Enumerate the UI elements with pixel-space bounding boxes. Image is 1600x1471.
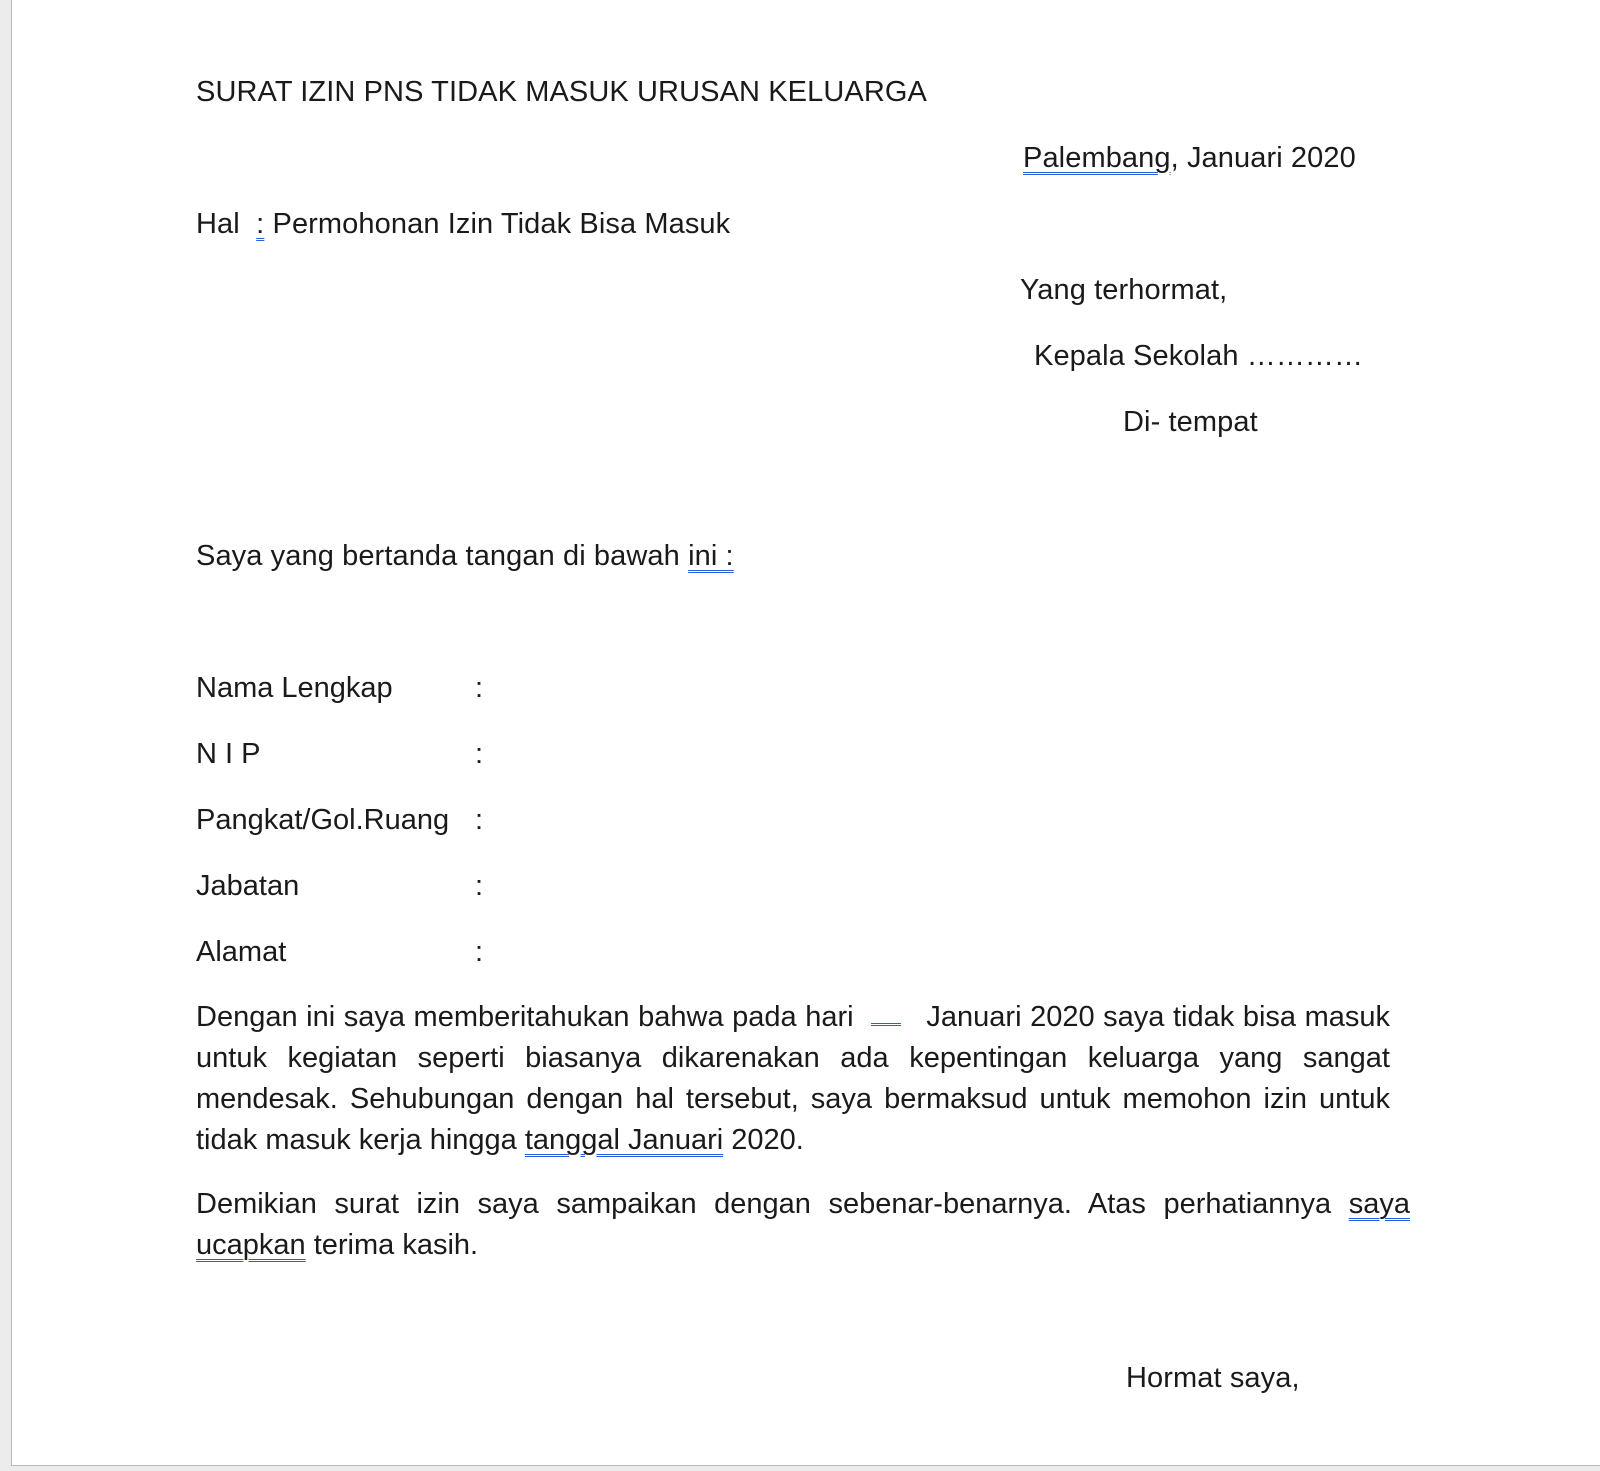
day-blank[interactable] [871,999,901,1026]
subject-line [196,207,730,241]
letter-title: SURAT IZIN PNS TIDAK MASUK URUSAN KELUARGA [196,76,927,108]
field-label-pangkat: Pangkat/Gol.Ruang [196,804,450,836]
date-text: Januari 2020 [1186,142,1356,174]
subject-text: Permohonan Izin Tidak Bisa Masuk [272,208,731,240]
body-p1-end: 2020. [731,1124,804,1156]
intro-tail[interactable]: ini : [688,540,734,572]
body-paragraph-1 [196,997,1390,1161]
body-p2-end: terima kasih. [313,1229,479,1261]
body-p1-middle: Januari 2020 saya tidak bisa masuk untuk kegiatan seperti biasanya dikarenakan ada kepentingan keluarga yang sangat mendesak. Sehubungan dengan hal tersebut, saya bermaksud untuk memohon izin untuk tidak masuk kerja hingga [196,1001,1391,1156]
intro-line [196,539,734,573]
document-page[interactable] [11,0,1600,1466]
closing-text: Hormat saya, [1126,1362,1300,1394]
intro-text: Saya yang bertanda tangan di bawah [196,540,680,572]
field-label-alamat: Alamat [196,936,287,968]
field-colon-nama[interactable]: : [475,672,484,704]
field-colon-nip[interactable]: : [475,738,484,770]
field-label-nama: Nama Lengkap [196,672,393,704]
field-label-jabatan: Jabatan [196,870,300,902]
recipient-greeting: Yang terhormat, [1020,274,1228,306]
subject-label: Hal [196,208,240,240]
subject-separator[interactable]: : [256,208,265,240]
recipient-place: Di- tempat [1123,406,1258,438]
field-label-nip: N I P [196,738,261,770]
field-colon-alamat[interactable]: : [475,936,484,968]
recipient-name: Kepala Sekolah ………… [1034,340,1364,372]
body-p2-phrase[interactable]: saya ucapkan [196,1188,1410,1261]
place-name[interactable]: Palembang [1023,142,1171,174]
body-p1-date-phrase[interactable]: tanggal Januari [524,1124,724,1156]
body-p1-start: Dengan ini saya memberitahukan bahwa pada hari [196,1001,854,1033]
letter-date: Palembang, Januari 2020 [1023,142,1356,174]
field-colon-jabatan[interactable]: : [475,870,484,902]
field-colon-pangkat[interactable]: : [475,804,484,836]
body-p2-start: Demikian surat izin saya sampaikan dengan sebenar-benarnya. Atas perhatiannya [196,1188,1332,1220]
body-paragraph-2 [196,1184,1410,1266]
